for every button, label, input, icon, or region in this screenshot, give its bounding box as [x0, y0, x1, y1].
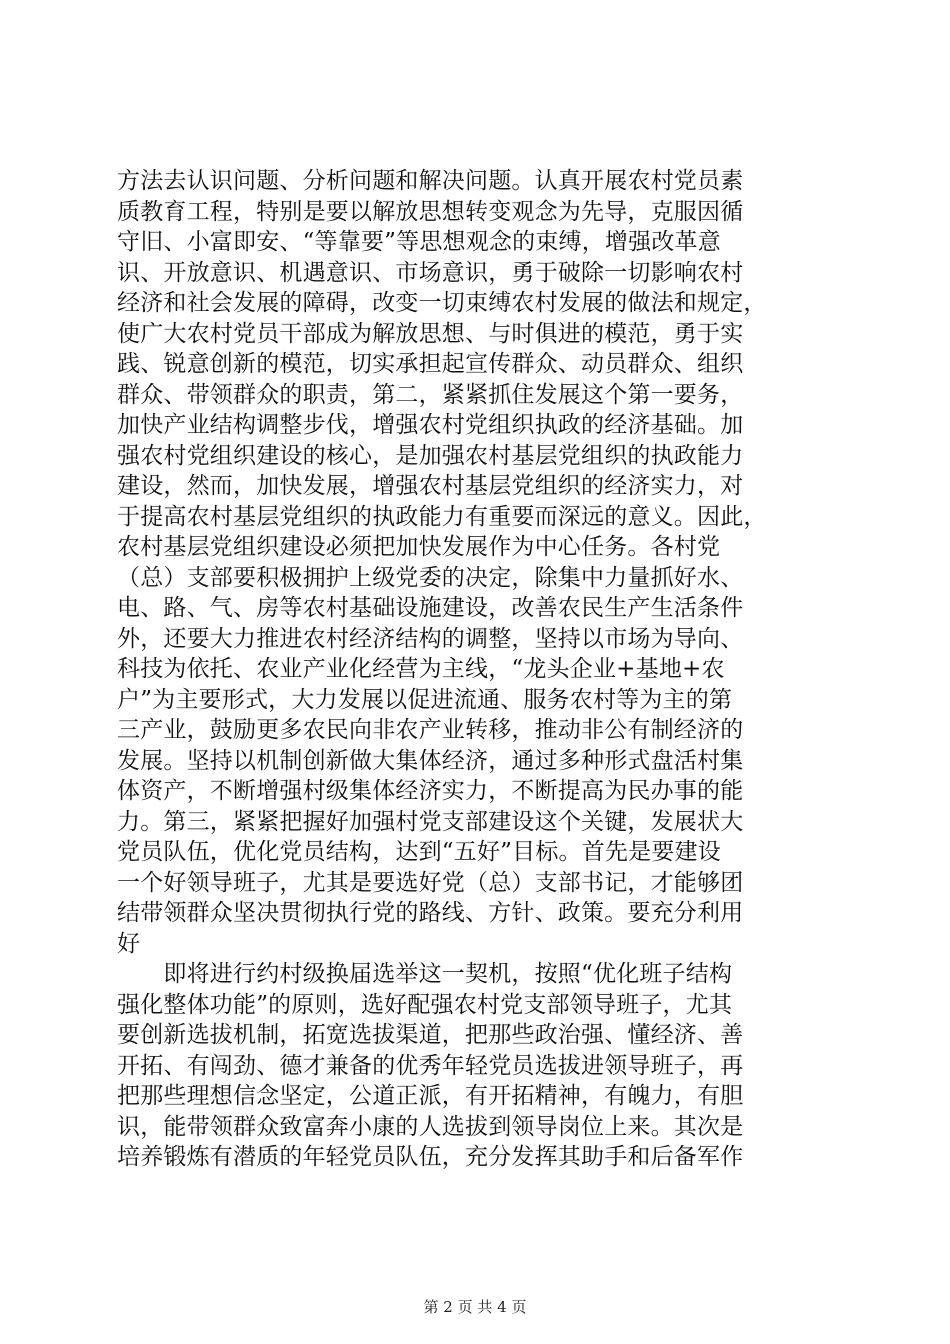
text-line: 守旧、小富即安、“等靠要”等思想观念的束缚，增强改革意: [117, 229, 721, 255]
text-line: 三产业，鼓励更多农民向非农产业转移，推动非公有制经济的: [117, 717, 744, 743]
text-line: 开拓、有闯劲、德才兼备的优秀年轻党员选拔进领导班子，再: [117, 1052, 744, 1079]
text-line: 方法去认识问题、分析问题和解决问题。认真开展农村党员素: [117, 168, 744, 194]
text-line: 户”为主要形式，大力发展以促进流通、服务农村等为主的第: [117, 686, 733, 713]
text-line: 强农村党组织建设的核心，是加强农村基层党组织的执政能力: [117, 442, 744, 469]
text-line: 外，还要大力推进农村经济结构的调整，坚持以市场为导向、: [117, 625, 744, 652]
text-line: 力。第三，紧紧把握好加强村党支部建设这个关键，发展状大: [117, 808, 744, 835]
text-line: 科技为依托、农业产业化经营为主线，“龙头企业+基地+农: [117, 656, 725, 682]
body-text: [117, 166, 835, 1173]
text-line: 即将进行约村级换届选举这一契机，按照“优化班子结构: [117, 961, 733, 987]
text-line: 经济和社会发展的障碍，改变一切束缚农村发展的做法和规定，: [117, 290, 767, 316]
text-line: 识，能带领群众致富奔小康的人选拔到领导岗位上来。其次是: [117, 1113, 744, 1140]
text-line: 结带领群众坚决贯彻执行党的路线、方针、政策。要充分利用: [117, 900, 744, 926]
text-line: 发展。坚持以机制创新做大集体经济，通过多种形式盘活村集: [117, 747, 744, 774]
text-line: 一个好领导班子，尤其是要选好党（总）支部书记，才能够团: [117, 869, 744, 896]
text-line: 识、开放意识、机遇意识、市场意识，勇于破除一切影响农村: [117, 259, 744, 286]
text-line: 使广大农村党员干部成为解放思想、与时俱进的模范，勇于实: [117, 320, 744, 347]
text-line: 电、路、气、房等农村基础设施建设，改善农民生产生活条件: [117, 595, 744, 621]
text-line: 群众、带领群众的职责，第二，紧紧抓住发展这个第一要务，: [117, 381, 744, 408]
page-footer: 第 2 页 共 4 页: [423, 1298, 527, 1316]
text-line: 体资产，不断增强村级集体经济实力，不断提高为民办事的能: [117, 778, 744, 804]
text-line: 加快产业结构调整步伐，增强农村党组织执政的经济基础。加: [117, 412, 744, 438]
text-line: （总）支部要积极拥护上级党委的决定，除集中力量抓好水、: [117, 564, 744, 591]
text-line: 农村基层党组织建设必须把加快发展作为中心任务。各村党: [117, 534, 721, 560]
text-line: 把那些理想信念坚定，公道正派，有开拓精神，有魄力，有胆: [117, 1083, 744, 1109]
text-line: 要创新选拔机制，拓宽选拔渠道，把那些政治强、懂经济、善: [117, 1022, 744, 1048]
text-line: 践、锐意创新的模范，切实承担起宣传群众、动员群众、组织: [117, 351, 744, 377]
text-line: 培养锻炼有潜质的年轻党员队伍，充分发挥其助手和后备军作: [117, 1144, 744, 1170]
text-line: 建设，然而，加快发展，增强农村基层党组织的经济实力，对: [117, 473, 744, 499]
text-line: 于提高农村基层党组织的执政能力有重要而深远的意义。因此，: [117, 503, 767, 530]
text-line: 党员队伍，优化党员结构，达到“五好”目标。首先是要建设: [117, 839, 721, 865]
text-line: 好: [117, 930, 141, 957]
text-line: 强化整体功能”的原则，选好配强农村党支部领导班子，尤其: [117, 991, 733, 1018]
text-line: 质教育工程，特别是要以解放思想转变观念为先导，克服因循: [117, 198, 744, 225]
